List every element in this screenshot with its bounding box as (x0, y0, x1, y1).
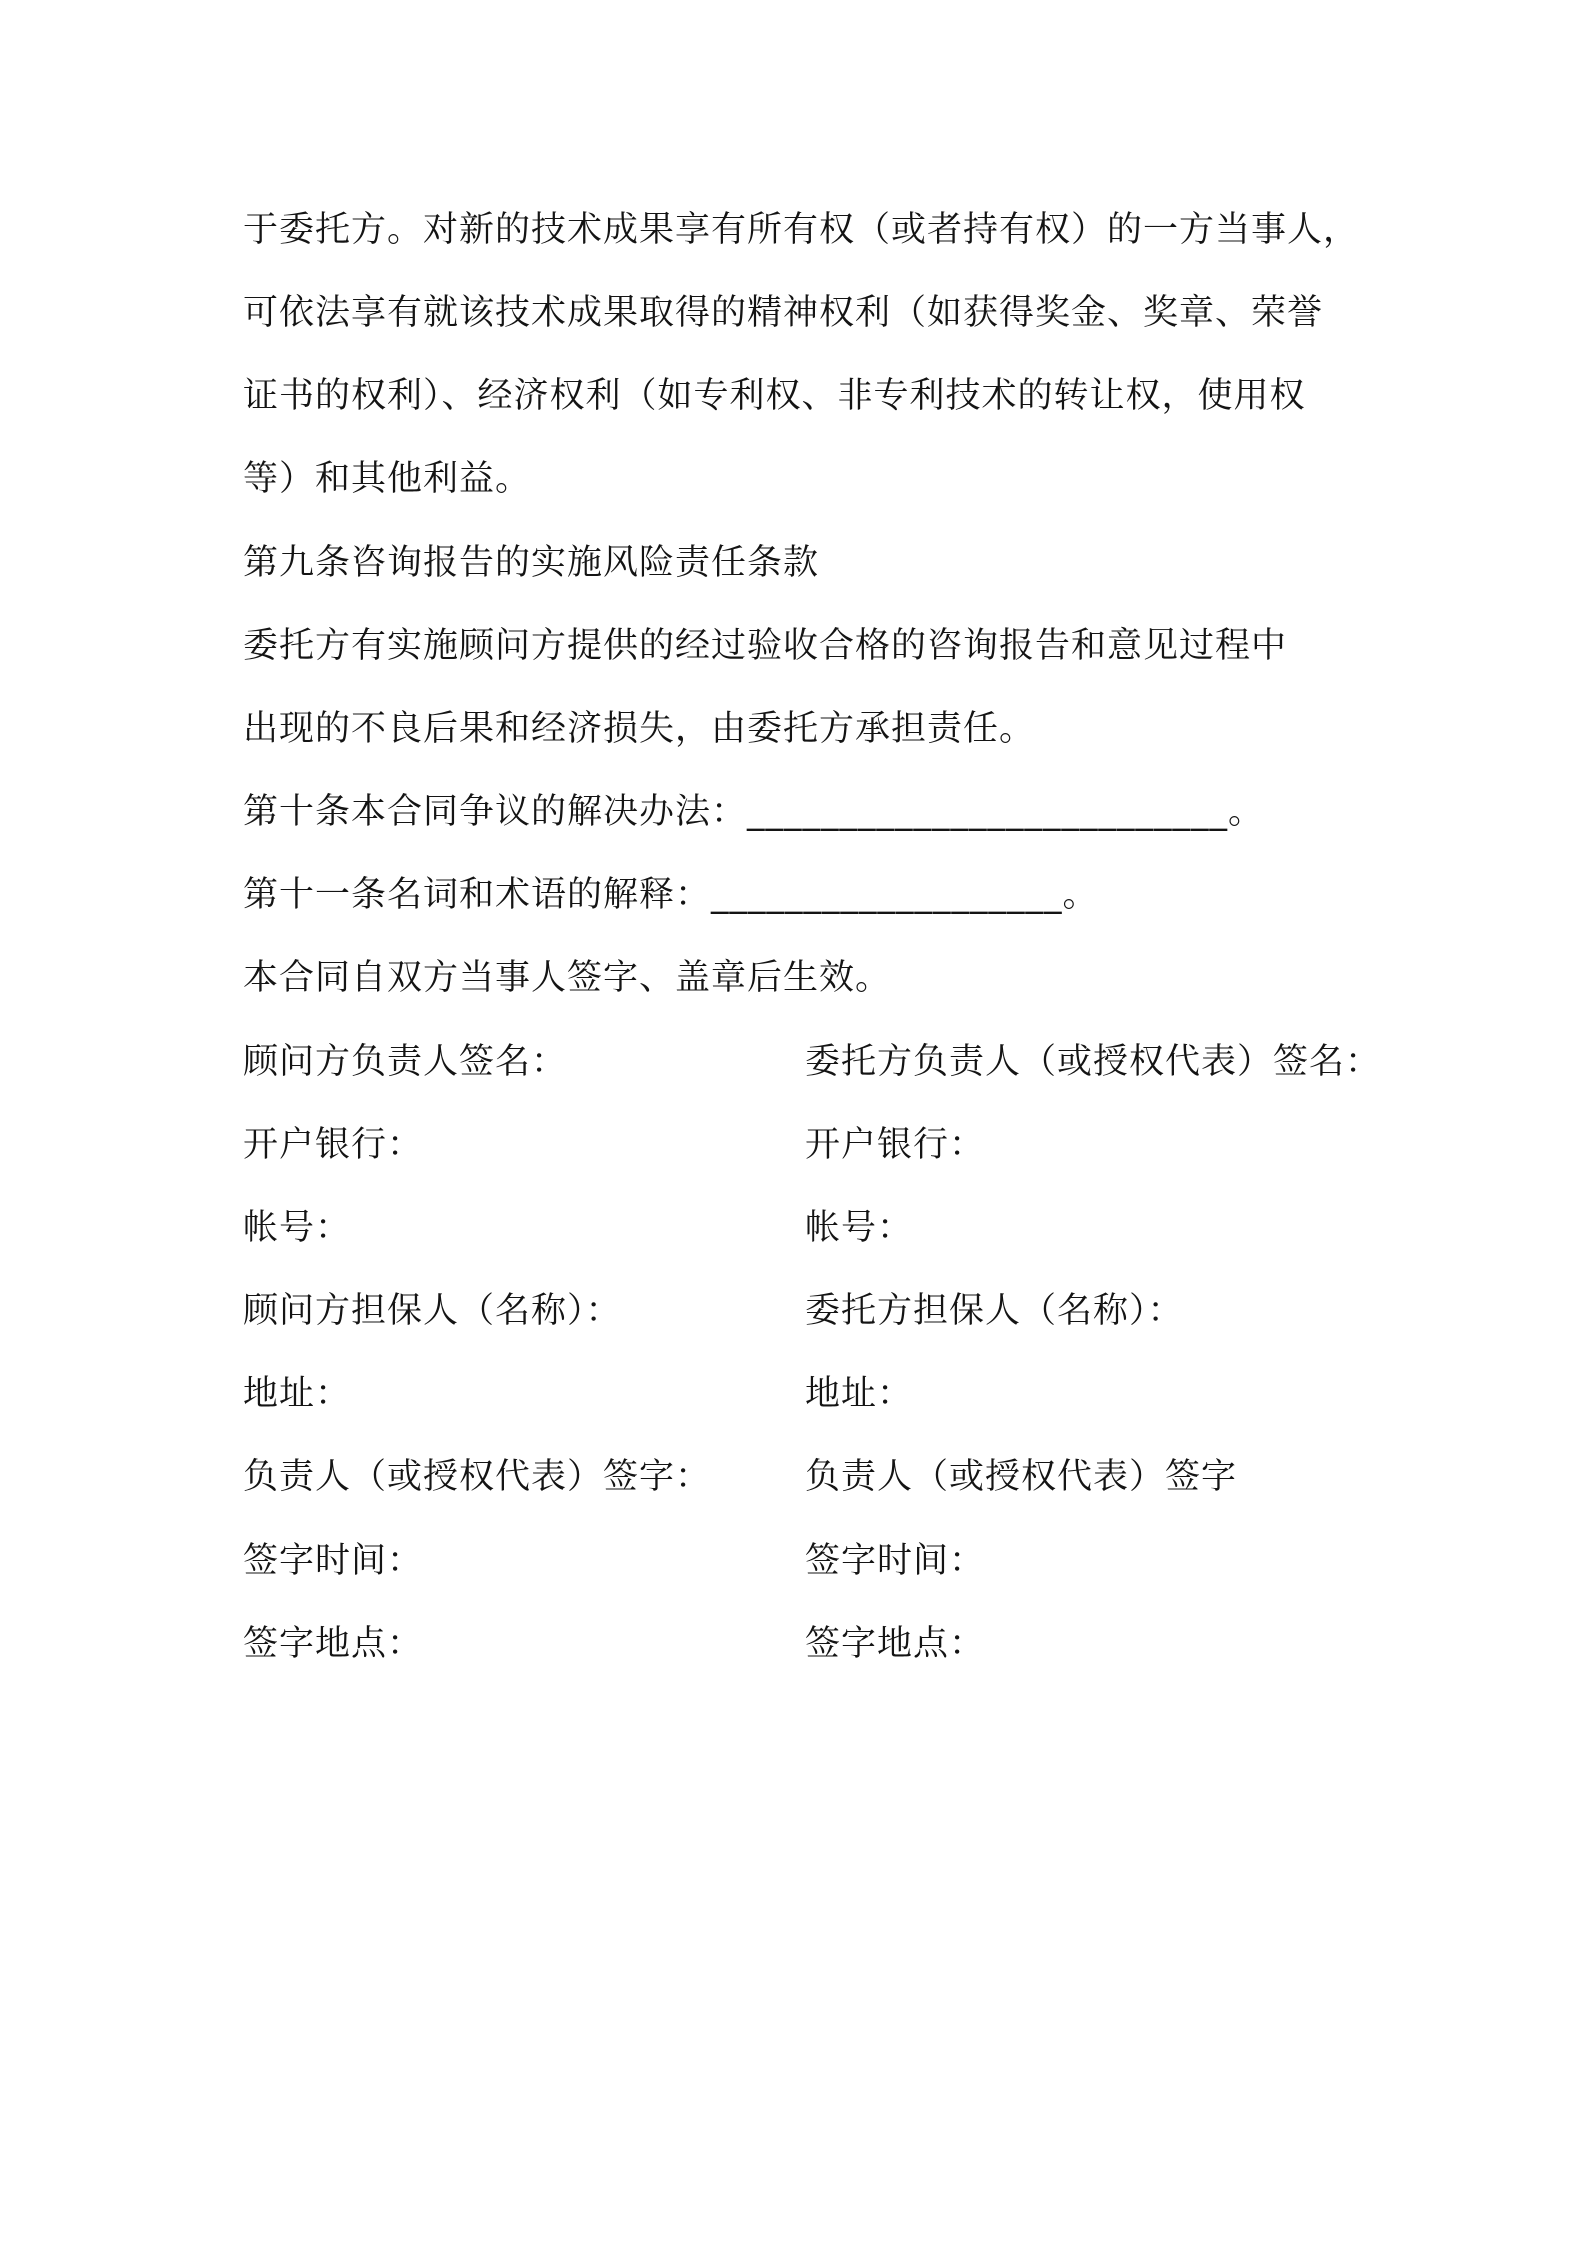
consultant-signing-place-label: 签字地点： (243, 1624, 424, 1664)
paragraph-line-1: 于委托方。对新的技术成果享有所有权（或者持有权）的一方当事人， (243, 210, 1360, 250)
client-bank-label: 开户银行： (805, 1125, 986, 1165)
consultant-account-label: 帐号： (243, 1208, 352, 1248)
client-signatory-label: 委托方负责人（或授权代表）签名： (805, 1042, 1382, 1082)
paragraph-line-2: 可依法享有就该技术成果取得的精神权利（如获得奖金、奖章、荣誉 (243, 293, 1324, 333)
paragraph-line-3: 证书的权利）、经济权利（如专利权、非专利技术的转让权，使用权 (243, 376, 1306, 416)
consultant-address-label: 地址： (243, 1374, 352, 1414)
article-9-body-line-1: 委托方有实施顾问方提供的经过验收合格的咨询报告和意见过程中 (243, 626, 1288, 666)
client-address-label: 地址： (805, 1374, 914, 1414)
consultant-guarantor-signature-label: 负责人（或授权代表）签字： (243, 1457, 712, 1497)
effective-clause: 本合同自双方当事人签字、盖章后生效。 (243, 958, 892, 998)
article-9-body-line-2: 出现的不良后果和经济损失，由委托方承担责任。 (243, 709, 1036, 749)
paragraph-line-4: 等）和其他利益。 (243, 459, 532, 499)
consultant-guarantor-label: 顾问方担保人（名称）： (243, 1291, 622, 1331)
article-10-dispute-resolution: 第十条本合同争议的解决办法：__________________________。 (243, 792, 1265, 832)
article-11-terms-definition: 第十一条名词和术语的解释：___________________。 (243, 875, 1099, 915)
client-guarantor-label: 委托方担保人（名称）： (805, 1291, 1184, 1331)
client-signing-time-label: 签字时间： (805, 1541, 986, 1581)
article-9-heading: 第九条咨询报告的实施风险责任条款 (243, 543, 820, 583)
client-account-label: 帐号： (805, 1208, 914, 1248)
client-guarantor-signature-label: 负责人（或授权代表）签字 (805, 1457, 1238, 1497)
client-signing-place-label: 签字地点： (805, 1624, 986, 1664)
consultant-signatory-label: 顾问方负责人签名： (243, 1042, 568, 1082)
consultant-bank-label: 开户银行： (243, 1125, 424, 1165)
consultant-signing-time-label: 签字时间： (243, 1541, 424, 1581)
